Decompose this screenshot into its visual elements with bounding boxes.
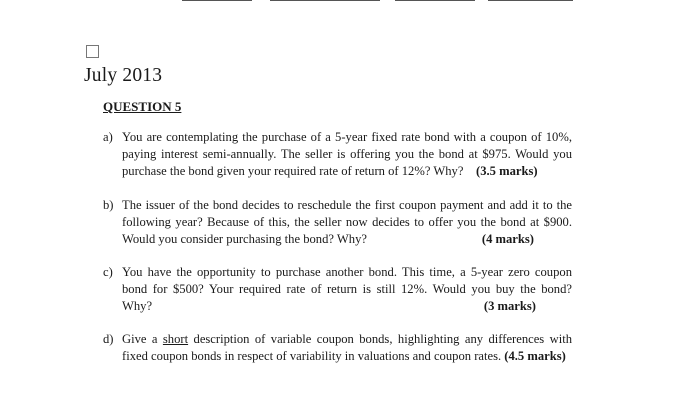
- checkbox-icon: [86, 45, 99, 58]
- question-line: The issuer of the bond decides to reschedule the first coupon payment and add it to the: [122, 198, 572, 212]
- question-text: description of variable coupon bonds, highlighting any differences with: [193, 332, 572, 346]
- emphasis-text: short: [162, 332, 189, 346]
- question-line-with-marks: [122, 231, 572, 248]
- question-line-with-marks: [122, 163, 572, 180]
- question-line: purchase the bond given your required rate of return of 12%? Why?: [122, 164, 464, 178]
- cropped-previous-line: [0, 0, 700, 5]
- question-line: fixed coupon bonds in respect of variability in valuations and coupon rates.: [122, 349, 502, 363]
- question-line: Why?: [122, 299, 153, 313]
- question-body: [122, 129, 572, 180]
- question-line-with-marks: [122, 348, 572, 365]
- question-line: You are contemplating the purchase of a 5-year fixed rate bond with a coupon of 10%,: [122, 130, 572, 144]
- question-letter: c): [103, 265, 113, 279]
- question-letter: a): [103, 130, 113, 144]
- question-line: following year? Because of this, the seller now decides to offer you the bond at $900.: [122, 215, 572, 229]
- marks-label: (3 marks): [483, 299, 536, 313]
- question-line: You have the opportunity to purchase another bond. This time, a 5-year zero coupon: [122, 265, 572, 279]
- question-line: bond for $500? Your required rate of return is still 12%. Would you buy the bond?: [122, 282, 572, 296]
- cropped-text-fragment: [270, 0, 380, 1]
- exam-date: July 2013: [84, 65, 163, 86]
- question-line: paying interest semi-annually. The seller is offering you the bond at $975. Would you: [122, 147, 572, 161]
- cropped-text-fragment: [182, 0, 252, 1]
- question-line: [122, 331, 572, 348]
- question-text: Give a: [122, 332, 158, 346]
- marks-label: (4.5 marks): [504, 349, 566, 363]
- cropped-text-fragment: [488, 0, 573, 1]
- question-body: [122, 264, 572, 315]
- cropped-text-fragment: [395, 0, 475, 1]
- question-line-with-marks: [122, 298, 572, 315]
- question-letter: d): [103, 332, 114, 346]
- question-letter: b): [103, 198, 114, 212]
- marks-label: (4 marks): [481, 232, 534, 246]
- question-body: [122, 197, 572, 248]
- question-line: Would you consider purchasing the bond? Why?: [122, 232, 367, 246]
- question-heading: QUESTION 5: [103, 99, 182, 114]
- marks-label: (3.5 marks): [476, 164, 538, 178]
- question-body: [122, 331, 572, 365]
